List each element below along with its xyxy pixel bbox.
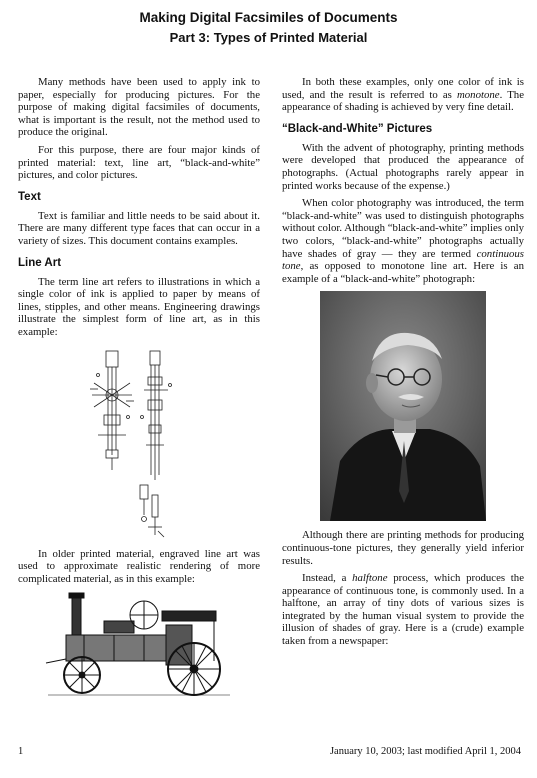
- monotone-text-b: . The appearance of shading is achieved by very fine detail.: [282, 88, 524, 114]
- halftone-term: halftone: [352, 572, 388, 585]
- intro-paragraph-1: Many methods have been used to apply ink to paper, especially for producing pictures. For the purpose of making digital facsimiles of documents, what is important is the result, not the method used to produce the original.: [18, 76, 260, 139]
- document-header: [0, 8, 537, 48]
- bw-text-a: When color photography was introduced, the term “black-and-white” was used to distinguish photographs without color. Although “black-and-white” implies only two colors, “black-and-white” photographs actually have shades of gray — they are termed: [282, 197, 524, 260]
- footer-date: January 10, 2003; last modified April 1, 2004: [329, 746, 521, 757]
- halftone-text-a: Instead, a: [302, 572, 353, 585]
- black-and-white-paragraph-2: [282, 197, 524, 285]
- black-and-white-heading: “Black-and-White” Pictures: [282, 122, 433, 135]
- right-column: [282, 76, 524, 653]
- page-number: 1: [18, 746, 24, 757]
- bw-text-b: , as opposed to monotone line art. Here is an example of a “black-and-white” photograph:: [282, 260, 524, 285]
- line-art-heading: Line Art: [18, 256, 62, 269]
- text-paragraph: Text is familiar and little needs to be said about it. There are many different type faces that can occur in a variety of sizes. This document contains examples.: [18, 209, 260, 247]
- intro-paragraph-2: For this purpose, there are four major kinds of printed material: text, line art, “black-and-white” pictures, and color pictures.: [18, 143, 260, 182]
- portrait-photograph-image: [320, 291, 486, 521]
- text-heading: Text: [18, 190, 41, 203]
- monotone-term: monotone: [456, 88, 500, 101]
- monotone-paragraph: [282, 76, 524, 114]
- engineering-drawing-figure: [18, 345, 260, 540]
- continuous-tone-paragraph: Although there are printing methods for producing continuous-tone pictures, they generally yield inferior results.: [282, 529, 524, 567]
- halftone-text-b: process, which produces the appearance of continuous tone, is commonly used. In a halftone, an array of tiny dots of various sizes is integrated by the human visual system to provide the illusion of shades of gray. Here is a (crude) example taken from a newspaper:: [282, 572, 524, 648]
- halftone-paragraph: [282, 572, 524, 648]
- document-title: Making Digital Facsimiles of Documents: [139, 10, 398, 25]
- document-subtitle: Part 3: Types of Printed Material: [169, 30, 368, 45]
- steam-engine-engraving-image: [44, 591, 234, 697]
- photograph-figure: [282, 291, 524, 521]
- black-and-white-paragraph-1: With the advent of photography, printing methods were developed that produced the appearance of photographs. (Actual photographs rarely appear in printed works because of the expense.): [282, 141, 524, 192]
- line-art-paragraph: The term line art refers to illustrations in which a single color of ink is applied to paper by means of lines, stipples, and other means. Engineering drawings illustrate the simplest form of line art, as in this example:: [18, 275, 260, 338]
- engineering-drawing-image: [84, 345, 194, 540]
- monotone-text-a: In both these examples, only one color of ink is used, and the result is referred to as: [282, 76, 524, 101]
- engraved-paragraph: In older printed material, engraved line art was used to approximate realistic rendering of more complicated material, as in this example:: [18, 547, 260, 585]
- left-column: [18, 76, 260, 705]
- continuous-tone-term: continuous tone: [282, 247, 524, 273]
- engraving-figure: [18, 591, 260, 697]
